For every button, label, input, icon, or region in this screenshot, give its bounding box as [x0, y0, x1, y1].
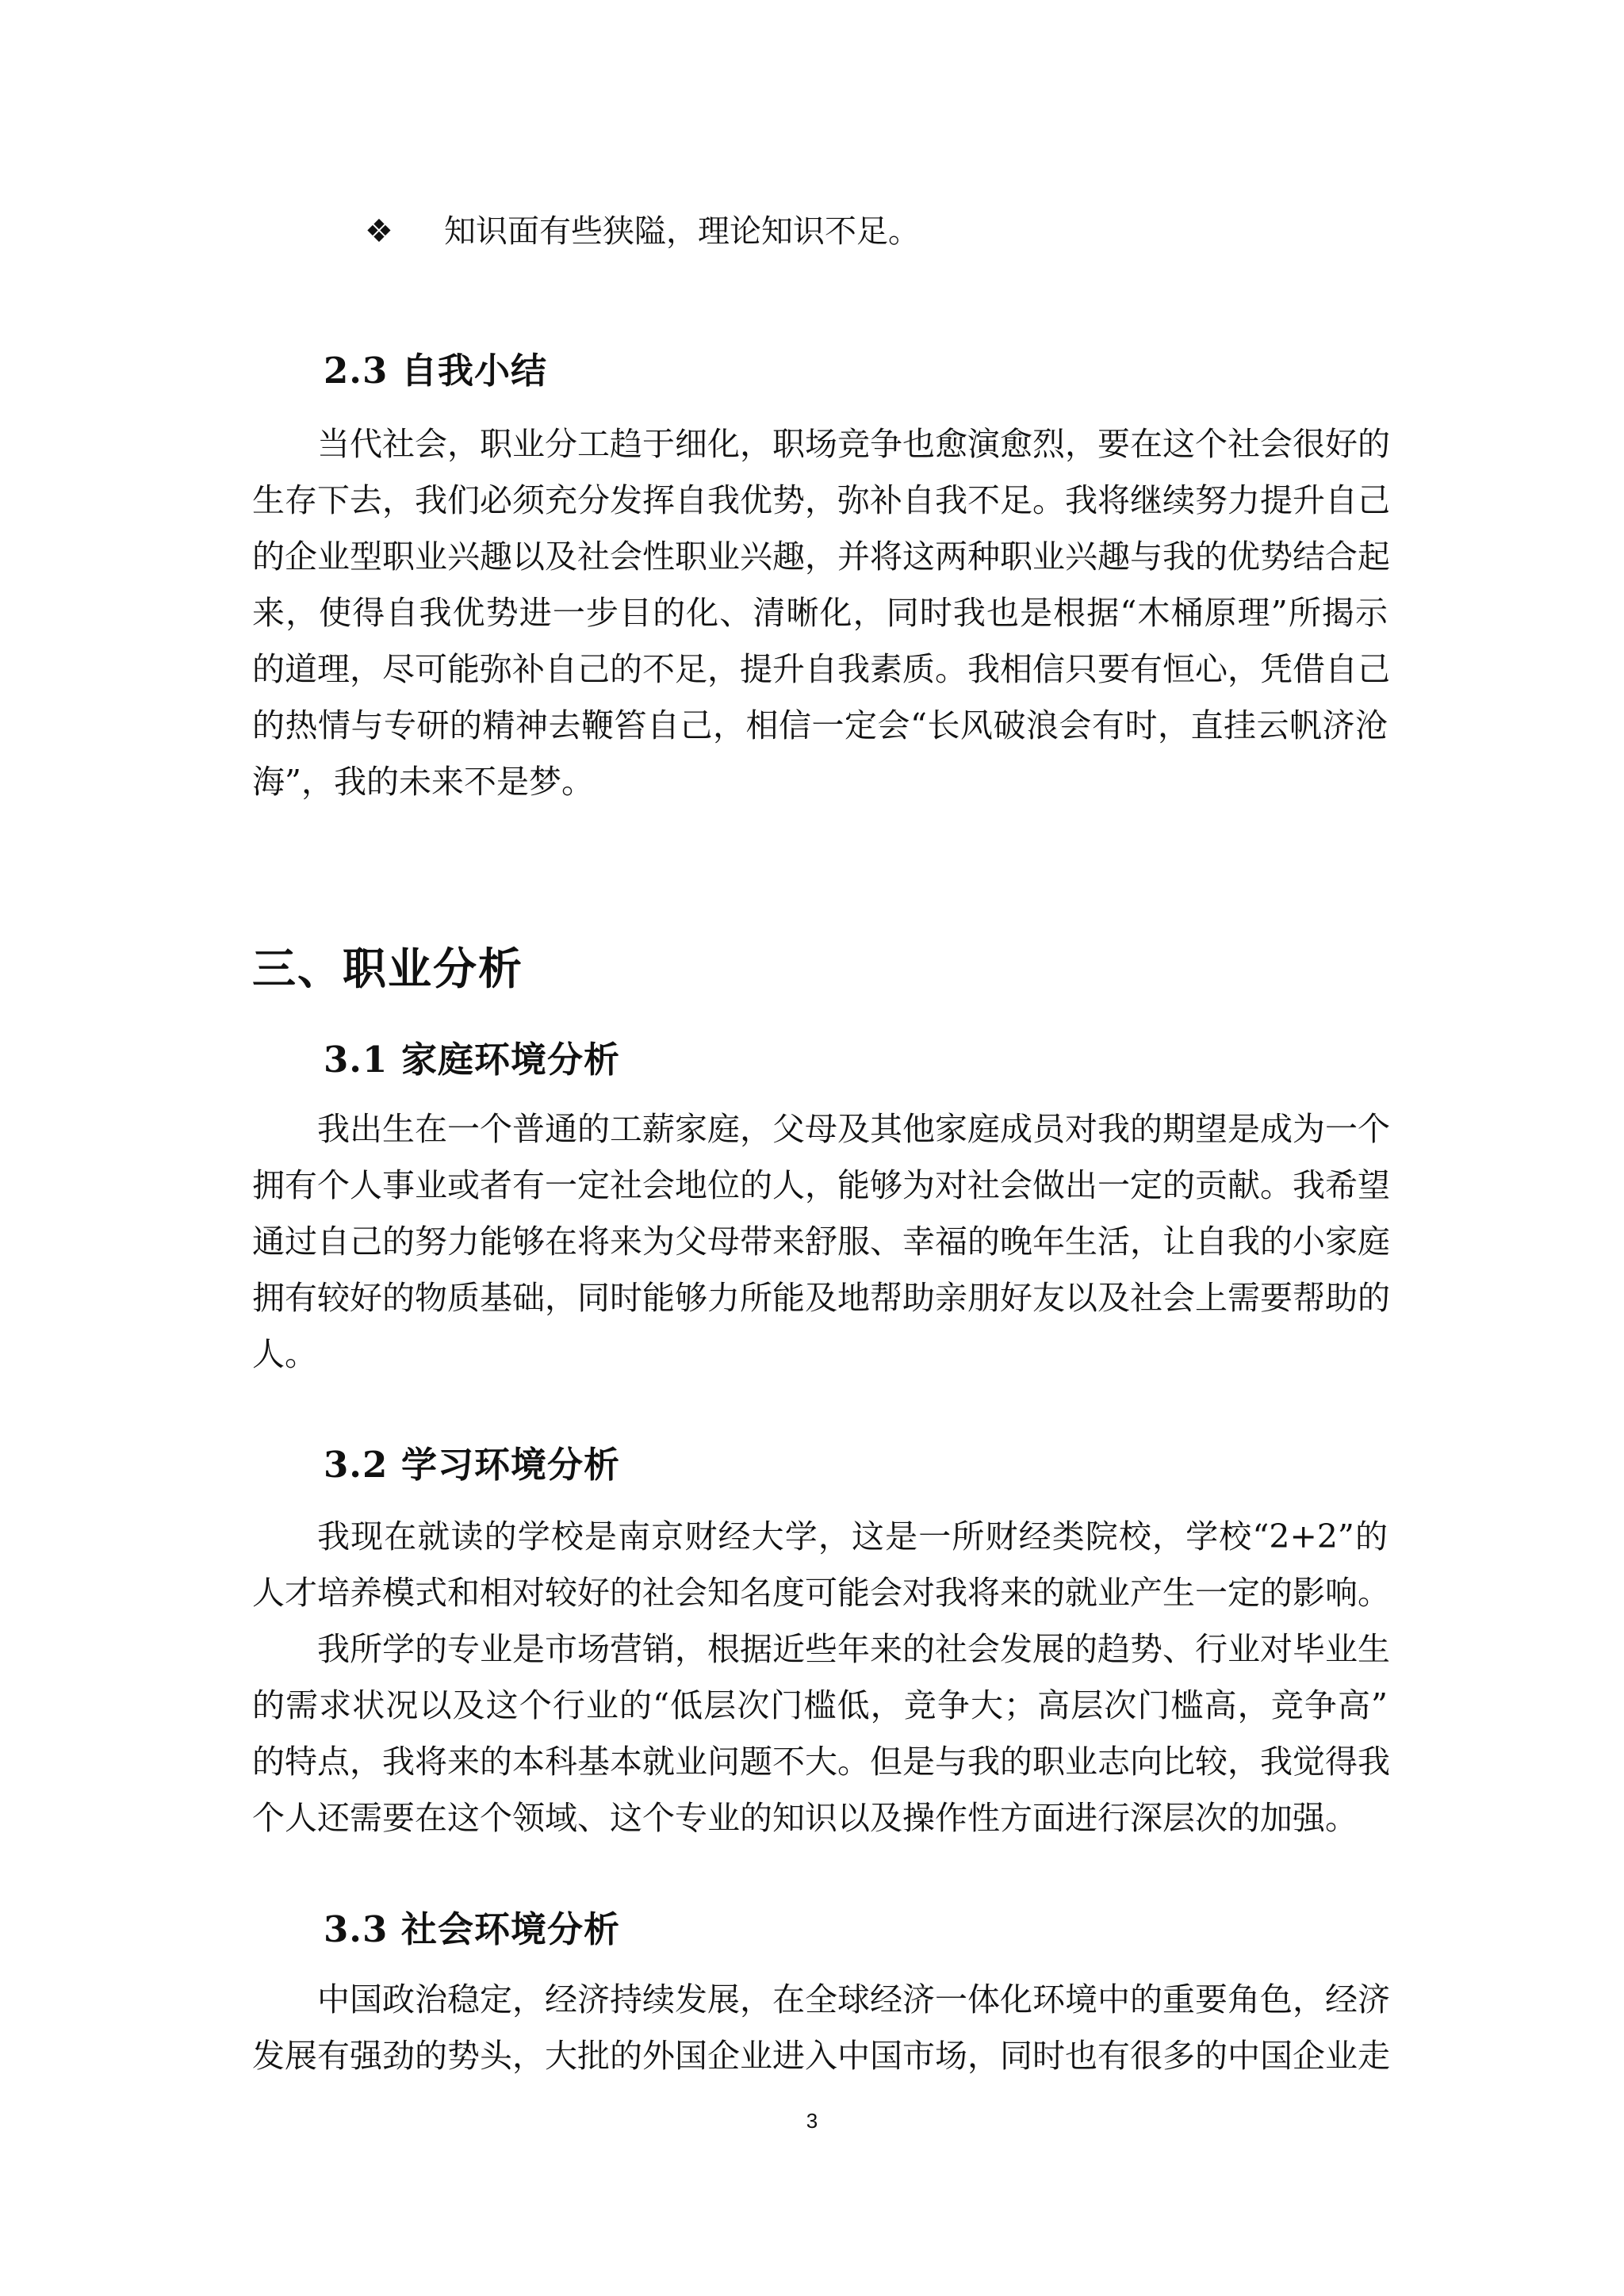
paragraph-line: 拥有个人事业或者有一定社会地位的人，能够为对社会做出一定的贡献。我希望	[252, 1166, 1390, 1204]
paragraph-line: 来，使得自我优势进一步目的化、清晰化，同时我也是根据“木桶原理”所揭示	[252, 594, 1388, 632]
paragraph-study-environment-1	[252, 1509, 1388, 1621]
paragraph-line: 海”，我的未来不是梦。	[252, 763, 594, 801]
paragraph-family-environment	[252, 1101, 1388, 1383]
paragraph-line: 通过自己的努力能够在将来为父母带来舒服、幸福的晚年生活，让自我的小家庭	[252, 1223, 1390, 1261]
paragraph-line: 生存下去，我们必须充分发挥自我优势，弥补自我不足。我将继续努力提升自己	[252, 481, 1390, 519]
paragraph-social-environment	[252, 1972, 1388, 2084]
section-heading-3-2: 3.2 学习环境分析	[324, 1444, 620, 1486]
paragraph-line: 我出生在一个普通的工薪家庭，父母及其他家庭成员对我的期望是成为一个	[317, 1110, 1390, 1148]
paragraph-line: 的企业型职业兴趣以及社会性职业兴趣，并将这两种职业兴趣与我的优势结合起	[252, 538, 1390, 576]
paragraph-self-summary	[252, 416, 1388, 810]
paragraph-line: 的道理，尽可能弥补自己的不足，提升自我素质。我相信只要有恒心，凭借自己	[252, 650, 1390, 688]
diamond-bullet-icon: ❖	[365, 213, 393, 250]
bullet-item	[365, 209, 920, 254]
paragraph-line: 人才培养模式和相对较好的社会知名度可能会对我将来的就业产生一定的影响。	[252, 1574, 1390, 1612]
chapter-heading-3: 三、职业分析	[252, 943, 524, 994]
paragraph-study-environment-2	[252, 1621, 1388, 1846]
paragraph-line: 当代社会，职业分工趋于细化，职场竞争也愈演愈烈，要在这个社会很好的	[317, 425, 1390, 463]
paragraph-line: 我现在就读的学校是南京财经大学，这是一所财经类院校，学校“2+2”的	[317, 1517, 1388, 1556]
paragraph-line: 我所学的专业是市场营销，根据近些年来的社会发展的趋势、行业对毕业生	[317, 1630, 1390, 1668]
paragraph-line: 人。	[252, 1335, 317, 1373]
paragraph-line: 个人还需要在这个领域、这个专业的知识以及操作性方面进行深层次的加强。	[252, 1799, 1358, 1837]
page-number: 3	[806, 2109, 818, 2133]
paragraph-line: 的热情与专研的精神去鞭笞自己，相信一定会“长风破浪会有时，直挂云帆济沧	[252, 706, 1388, 744]
section-heading-2-3: 2.3 自我小结	[324, 350, 547, 392]
paragraph-line: 拥有较好的物质基础，同时能够力所能及地帮助亲朋好友以及社会上需要帮助的	[252, 1279, 1390, 1317]
section-heading-3-3: 3.3 社会环境分析	[324, 1908, 620, 1950]
section-heading-3-1: 3.1 家庭环境分析	[324, 1039, 620, 1081]
paragraph-line: 中国政治稳定，经济持续发展，在全球经济一体化环境中的重要角色，经济	[317, 1980, 1390, 2019]
paragraph-line: 的需求状况以及这个行业的“低层次门槛低，竞争大；高层次门槛高，竞争高”	[252, 1686, 1388, 1724]
paragraph-line: 的特点，我将来的本科基本就业问题不大。但是与我的职业志向比较，我觉得我	[252, 1743, 1390, 1781]
bullet-text: 知识面有些狭隘，理论知识不足。	[444, 213, 920, 250]
paragraph-line: 发展有强劲的势头，大批的外国企业进入中国市场，同时也有很多的中国企业走	[252, 2037, 1390, 2075]
